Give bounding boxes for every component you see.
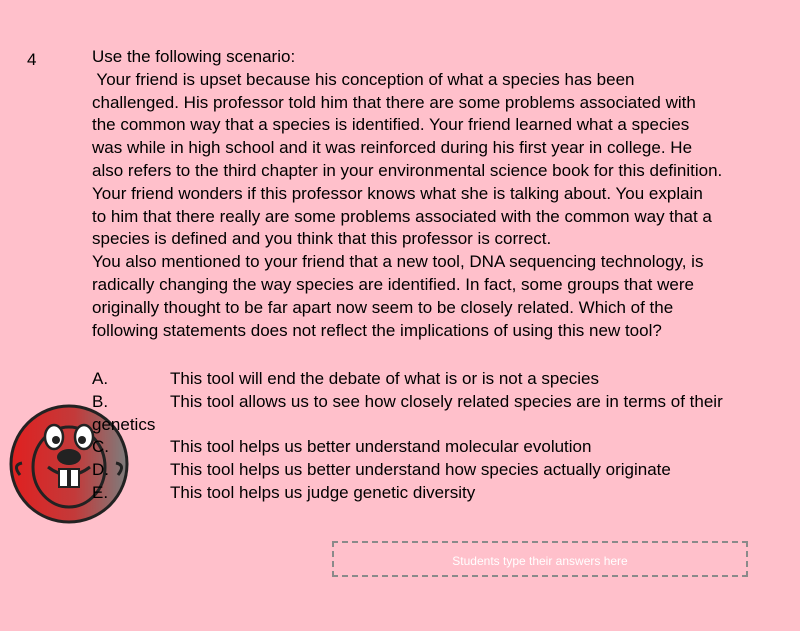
stem-line: Your friend wonders if this professor knows what she is talking about. You explain: [92, 183, 703, 203]
option-text: This tool helps us judge genetic diversity: [170, 482, 476, 502]
option-text: This tool helps us better understand molecular evolution: [170, 437, 592, 457]
stem-line: was while in high school and it was reinforced during his first year in college. He: [92, 138, 693, 158]
option-text: This tool will end the debate of what is or is not a species: [170, 369, 600, 388]
option-a: [92, 368, 797, 391]
option-letter: B.: [92, 391, 109, 411]
option-c: [92, 436, 797, 459]
option-text-wrap: genetics: [92, 414, 156, 434]
option-letter: C.: [92, 437, 109, 457]
question-number: 4: [27, 50, 37, 69]
stem-line: to him that there really are some problems associated with the common way that a: [92, 206, 712, 226]
stem-line: the common way that a species is identified. Your friend learned what a species: [92, 115, 690, 135]
stem-line: Your friend is upset because his conception of what a species has been: [92, 69, 635, 89]
option-letter: E.: [92, 482, 109, 502]
option-letter: D.: [92, 460, 109, 480]
question-stem: [92, 46, 797, 342]
stem-line: challenged. His professor told him that there are some problems associated with: [92, 92, 696, 112]
option-e: [92, 482, 797, 505]
answer-input[interactable]: [332, 541, 748, 577]
stem-line: Use the following scenario:: [92, 47, 296, 66]
answer-options: [92, 368, 797, 505]
option-text: This tool helps us better understand how species actually originate: [170, 460, 671, 480]
option-b: [92, 391, 797, 437]
stem-line: following statements does not reflect the implications of using this new tool?: [92, 320, 662, 340]
option-d: [92, 459, 797, 482]
stem-line: originally thought to be far apart now seem to be closely related. Which of the: [92, 297, 674, 317]
stem-line: radically changing the way species are identified. In fact, some groups that were: [92, 274, 694, 294]
option-letter: A.: [92, 369, 109, 388]
stem-line: You also mentioned to your friend that a new tool, DNA sequencing technology, is: [92, 252, 704, 272]
stem-line: also refers to the third chapter in your environmental science book for this definition.: [92, 160, 723, 180]
option-text: This tool allows us to see how closely related species are in terms of their: [170, 391, 723, 411]
stem-line: species is defined and you think that this professor is correct.: [92, 229, 552, 249]
